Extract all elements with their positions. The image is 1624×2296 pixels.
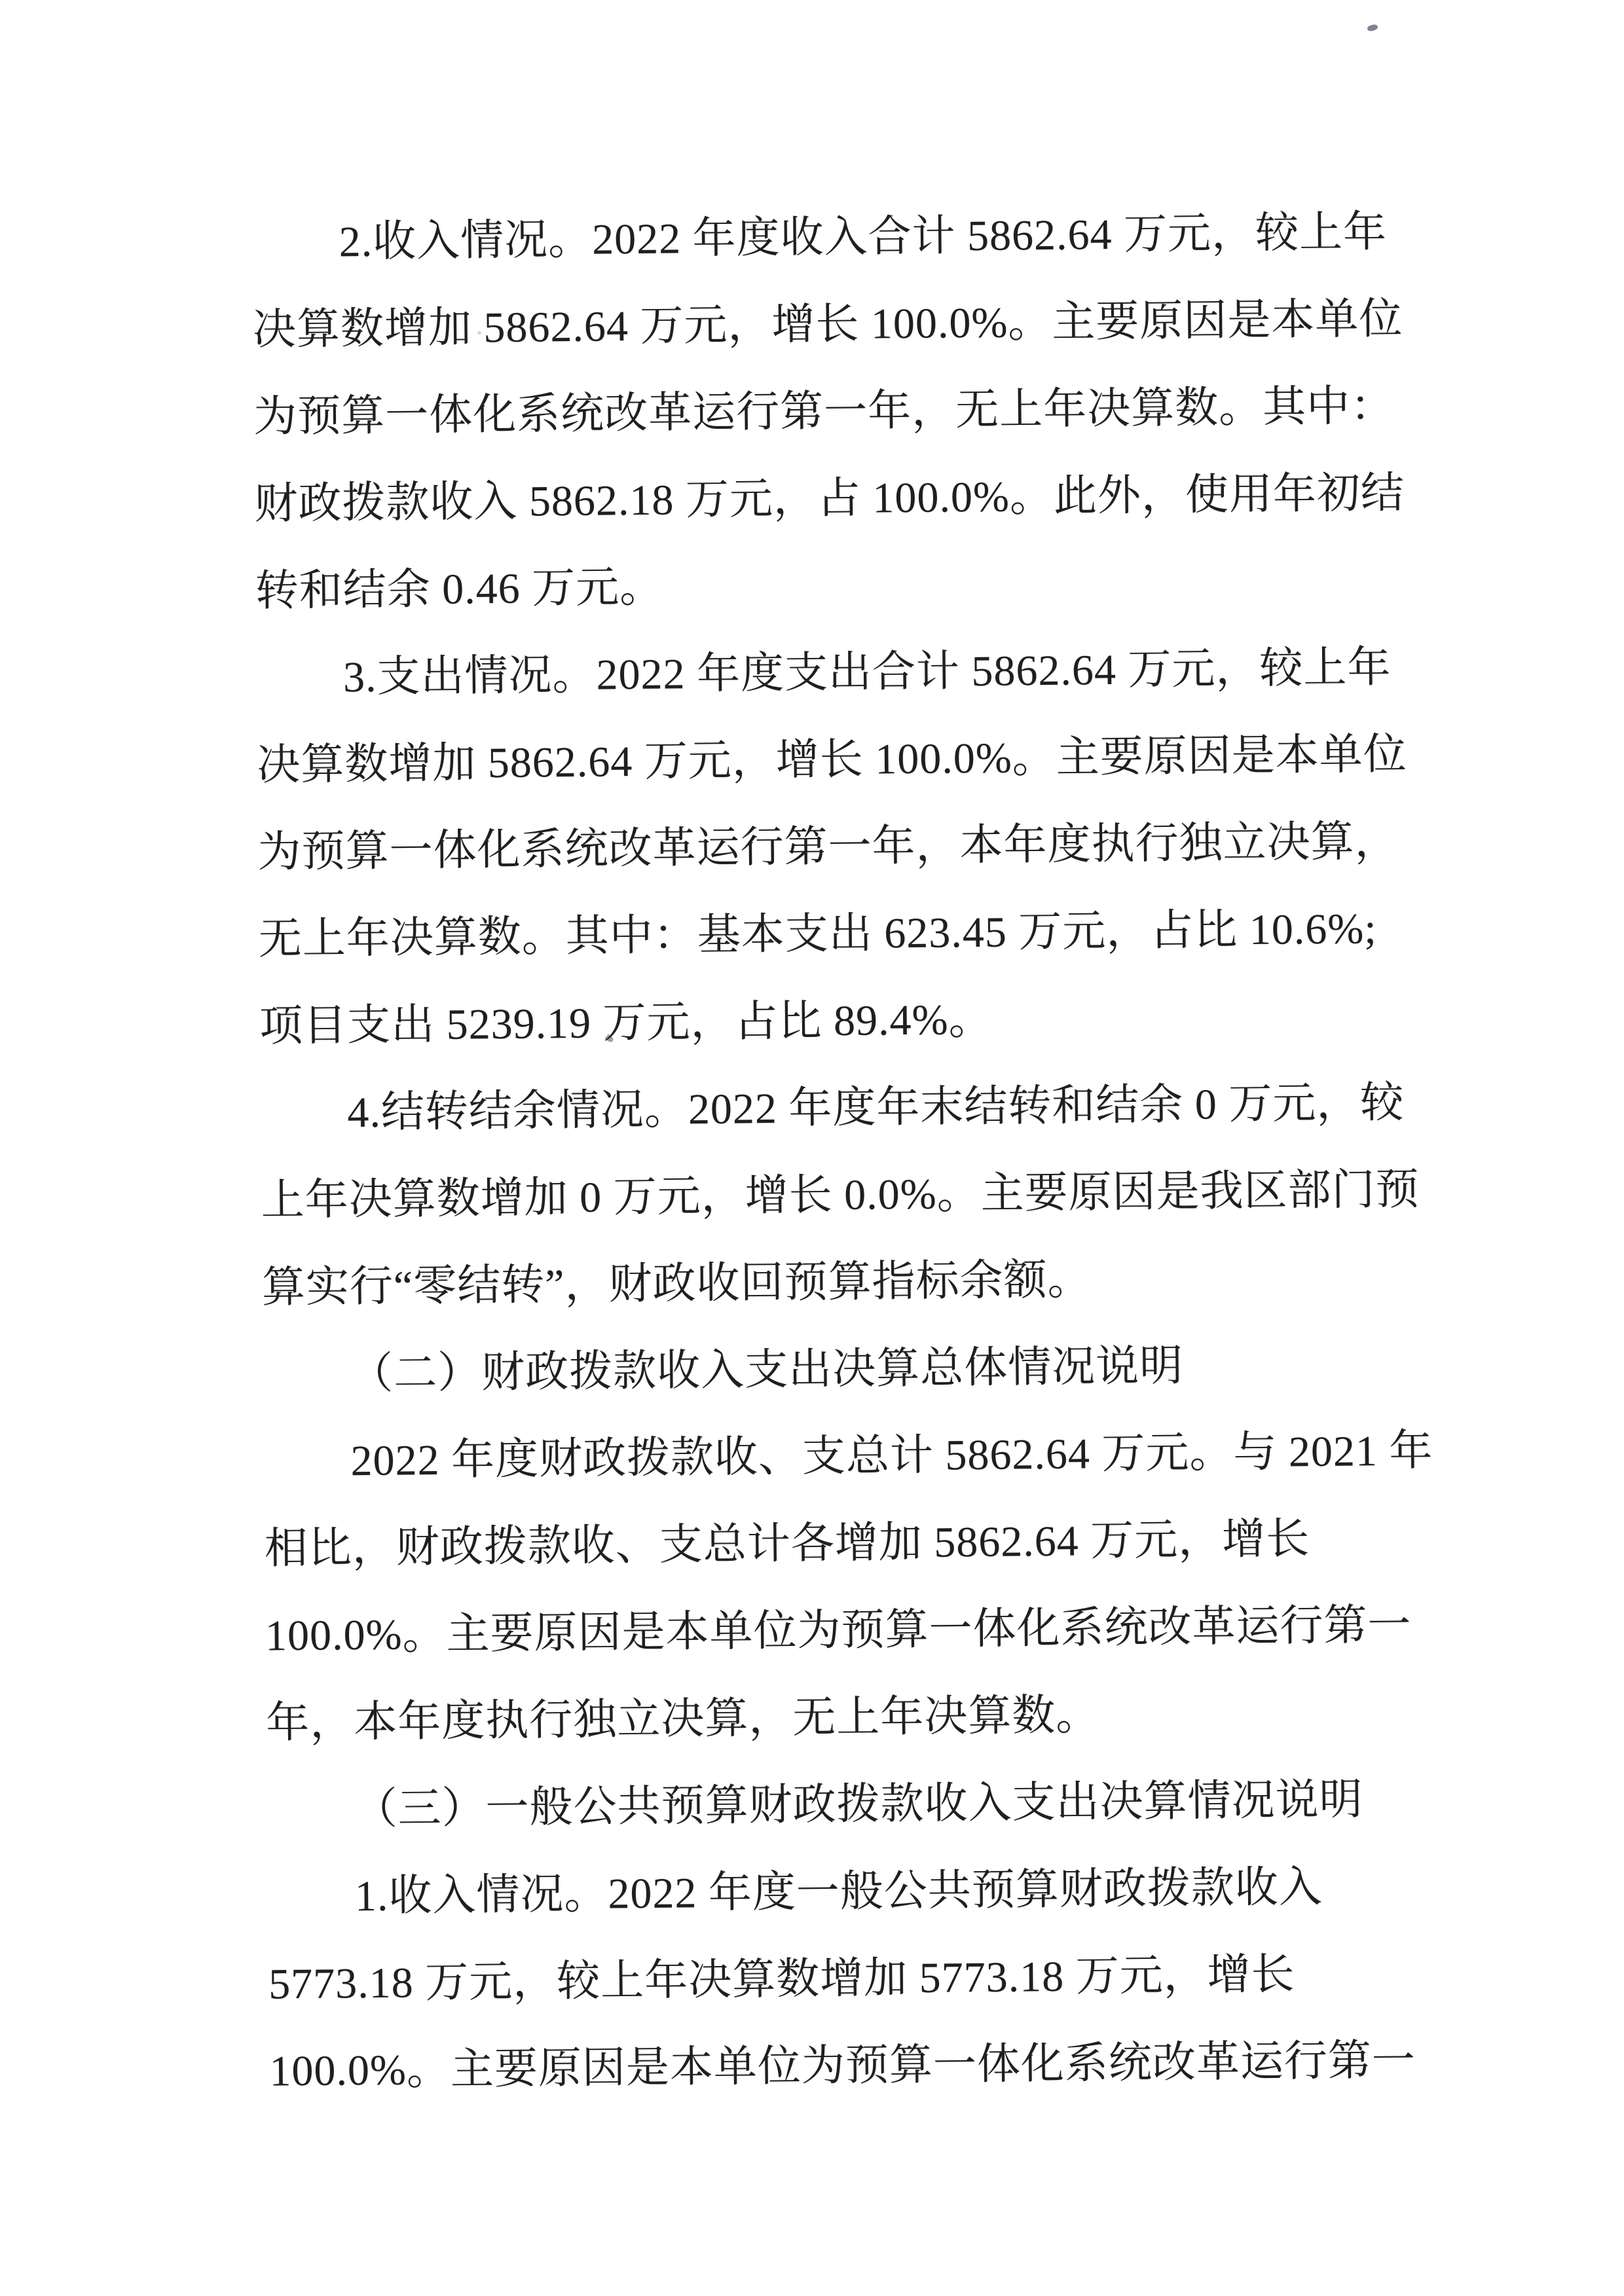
text-line: 为预算一体化系统改革运行第一年，无上年决算数。其中： — [253, 382, 1395, 441]
text-line: （二）财政拨款收入支出决算总体情况说明 — [349, 1342, 1184, 1398]
text-line: 上年决算数增加 0 万元，增长 0.0%。主要原因是我区部门预 — [261, 1165, 1420, 1225]
text-line: （三）一般公共预算财政拨款收入支出决算情况说明 — [354, 1776, 1363, 1834]
text-line: 4.结转结余情况。2022 年度年末结转和结余 0 万元，较 — [347, 1078, 1405, 1137]
text-line: 决算数增加 5862.64 万元，增长 100.0%。主要原因是本单位 — [252, 295, 1403, 354]
text-line: 2.收入情况。2022 年度收入合计 5862.64 万元，较上年 — [339, 208, 1388, 266]
text-line: 2022 年度财政拨款收、支总计 5862.64 万元。与 2021 年 — [350, 1427, 1433, 1485]
text-line: 算实行“零结转”，财政收回预算指标余额。 — [261, 1256, 1092, 1312]
text-line: 相比，财政拨款收、支总计各增加 5862.64 万元，增长 — [264, 1515, 1310, 1573]
text-line: 100.0%。主要原因是本单位为预算一体化系统改革运行第一 — [269, 2036, 1416, 2096]
text-line: 决算数增加 5862.64 万元，增长 100.0%。主要原因是本单位 — [256, 730, 1408, 790]
text-line: 为预算一体化系统改革运行第一年，本年度执行独立决算， — [257, 817, 1399, 877]
text-line: 财政拨款收入 5862.18 万元，占 100.0%。此外，使用年初结 — [254, 469, 1405, 528]
scan-speck — [477, 331, 481, 335]
text-line: 转和结余 0.46 万元。 — [255, 563, 664, 615]
text-line: 无上年决算数。其中：基本支出 623.45 万元，占比 10.6%; — [258, 905, 1377, 964]
text-line: 5773.18 万元，较上年决算数增加 5773.18 万元，增长 — [268, 1950, 1295, 2009]
text-line: 年，本年度执行独立决算，无上年决算数。 — [265, 1691, 1100, 1747]
scan-speck — [1367, 24, 1378, 32]
text-line: 1.收入情况。2022 年度一般公共预算财政拨款收入 — [354, 1863, 1323, 1921]
text-line: 3.支出情况。2022 年度支出合计 5862.64 万元，较上年 — [342, 643, 1392, 702]
text-line: 100.0%。主要原因是本单位为预算一体化系统改革运行第一 — [265, 1601, 1412, 1660]
text-line: 项目支出 5239.19 万元，占比 89.4%。 — [259, 995, 993, 1051]
document-text-block — [251, 189, 1435, 2115]
